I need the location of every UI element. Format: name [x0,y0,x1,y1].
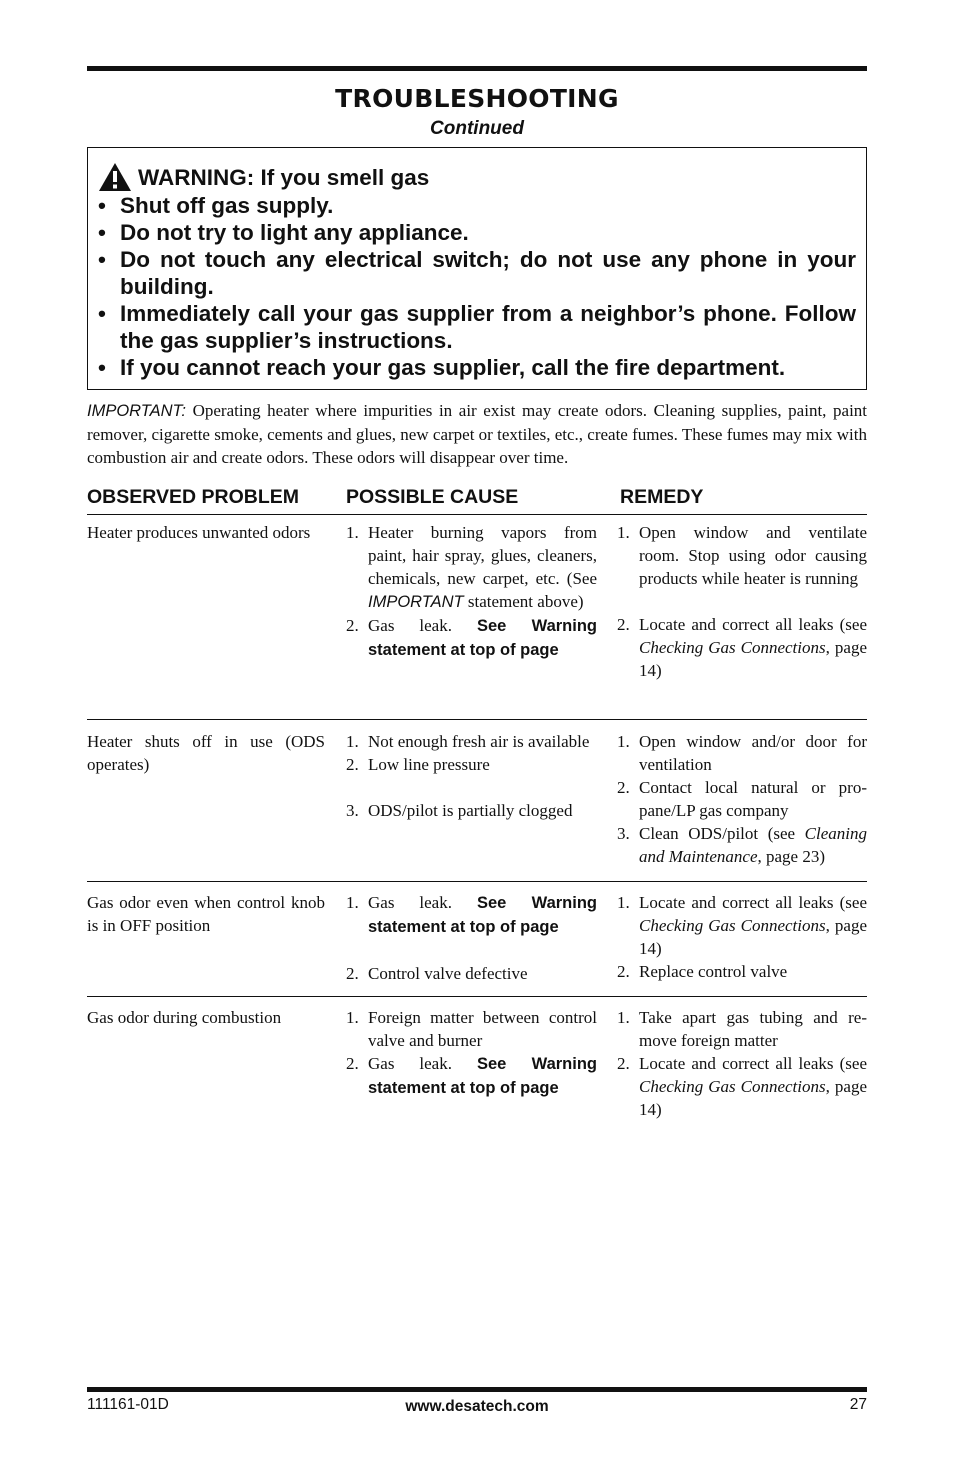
remedy-item [617,1006,867,1052]
item-number: 3. [617,824,630,843]
cause-text: Control valve defective [368,964,528,983]
remedy-item [617,891,867,960]
see-warning-ref: See Warning statement at top of page [368,617,597,659]
warning-item-text: If you cannot reach your gas supplier, call the fire department. [120,355,786,380]
cause-item [346,962,597,985]
text-run: , page 14) [639,916,867,958]
item-number: 1. [617,893,630,912]
warning-item-text: Immediately call your gas supplier from a neighbor’s phone. Follow the gas supplier’s instructions. [120,301,856,353]
warning-heading-row [98,162,856,192]
table-row [87,1006,867,1126]
item-number: 1. [346,523,359,542]
item-number: 2. [346,964,359,983]
text-run-italic: Checking Gas Connections [639,916,826,935]
remedy-item [617,960,867,983]
header-possible-cause: POSSIBLE CAUSE [346,486,519,508]
cause-item [346,614,597,662]
see-warning-ref: See Warning statement at top of page [368,894,597,936]
remedy-text [639,891,867,960]
problem-cell: Heater shuts off in use (ODS operates) [87,732,325,774]
bottom-rule [87,1387,867,1392]
item-number: 1. [617,523,630,542]
cause-text [368,521,597,614]
website-link[interactable]: www.desatech.com [405,1398,549,1415]
remedy-list [617,730,867,868]
item-number: 1. [617,1008,630,1027]
table-row [87,521,867,711]
cause-item [346,753,597,776]
cause-list [346,891,597,985]
warning-triangle-icon [98,162,132,192]
remedy-text: Open window and ventilate room. Stop using odor causing products while heater is running [639,523,867,588]
table-row [87,730,867,870]
remedy-item [617,730,867,776]
problem-cell: Gas odor even when control knob is in OFF position [87,893,325,935]
page-number: 27 [849,1396,867,1413]
cause-item [346,799,597,822]
warning-box [87,147,867,390]
text-run: Gas leak. [368,616,477,635]
cause-text [368,614,597,662]
text-run: Gas leak. [368,893,477,912]
bullet: • [98,355,106,380]
item-number: 2. [617,778,630,797]
warning-item [98,300,856,354]
bullet: • [98,247,106,272]
text-run: Locate and correct all leaks (see [639,1054,867,1073]
item-number: 2. [617,1054,630,1073]
remedy-text [639,822,867,868]
warning-item-text: Do not touch any electrical switch; do not use any phone in your building. [120,247,856,299]
cause-list [346,521,597,662]
item-number: 1. [346,1008,359,1027]
page-footer [87,1396,867,1420]
bullet: • [98,193,106,218]
text-run: statement above) [463,592,584,611]
warning-item [98,354,856,381]
cause-text: ODS/pilot is partially clogged [368,801,573,820]
warning-heading: WARNING: If you smell gas [138,164,430,190]
important-label: IMPORTANT: [87,402,186,420]
item-number: 2. [617,615,630,634]
warning-item-text: Shut off gas supply. [120,193,334,218]
item-number: 2. [617,962,630,981]
remedy-item [617,822,867,868]
cause-item [346,521,597,614]
cause-item [346,891,597,939]
text-run-italic: Cleaning and Maintenance [639,824,867,866]
text-run: Heater burning vapors from paint, hair spray, glues, cleaners, chemicals, new carpet, etc. (See [368,523,597,588]
text-run: , page 23) [757,847,826,866]
remedy-item [617,776,867,822]
page-title: TROUBLESHOOTING [335,84,619,113]
remedy-text [639,613,867,682]
text-run: , page 14) [639,1077,867,1119]
header-remedy: REMEDY [620,486,704,508]
table-header [87,486,867,515]
cause-item [346,1052,597,1100]
cause-list [346,1006,597,1100]
warning-item [98,192,856,219]
remedy-list [617,1006,867,1121]
row-divider [87,881,867,882]
bullet: • [98,220,106,245]
cause-text: Not enough fresh air is available [368,732,590,751]
header-observed-problem: OBSERVED PROBLEM [87,486,300,508]
cause-text: Foreign matter between control valve and burner [368,1008,597,1050]
cause-text [368,1052,597,1100]
warning-item-text: Do not try to light any appliance. [120,220,469,245]
remedy-list [617,891,867,983]
item-number: 1. [346,732,359,751]
see-warning-ref: See Warning statement at top of page [368,1055,597,1097]
remedy-item [617,1052,867,1121]
text-run-italic: Checking Gas Connections [639,1077,826,1096]
cause-item [346,1006,597,1052]
warning-item [98,219,856,246]
page-subtitle: Continued [430,118,524,139]
remedy-text [639,1052,867,1121]
item-number: 1. [346,893,359,912]
item-number: 1. [617,732,630,751]
problem-cell: Heater produces unwanted odors [87,523,311,542]
text-run: Clean ODS/pilot (see [639,824,805,843]
remedy-text: Open window and/or door for ventilation [639,732,867,774]
remedy-item [617,613,867,682]
problem-cell: Gas odor during combustion [87,1008,282,1027]
warning-item [98,246,856,300]
cause-text [368,891,597,939]
remedy-text: Replace control valve [639,962,788,981]
item-number: 2. [346,755,359,774]
text-run-italic: IMPORTANT [368,593,464,611]
document-code: 111161-01D [87,1396,169,1413]
text-run: Locate and correct all leaks (see [639,893,867,912]
cause-item [346,730,597,753]
cause-list [346,730,597,822]
important-note [87,399,867,469]
remedy-item [617,521,867,590]
row-divider [87,996,867,997]
text-run: Gas leak. [368,1054,477,1073]
important-text: Operating heater where impurities in air exist may create odors. Cleaning supplies, paint, paint remover, cigarette smoke, cements and glues, new carpet or textiles, etc., create fumes. These fumes may mix with combustion air and create odors. These odors will disappear over time. [87,401,868,467]
bullet: • [98,301,106,326]
text-run: Locate and correct all leaks (see [639,615,867,634]
row-divider [87,719,867,720]
text-run-italic: Checking Gas Connections [639,638,826,657]
item-number: 2. [346,1054,359,1073]
item-number: 2. [346,616,359,635]
text-run: , page 14) [639,638,867,680]
top-rule [87,66,867,71]
item-number: 3. [346,801,359,820]
remedy-list [617,521,867,682]
table-row [87,891,867,987]
cause-text: Low line pressure [368,755,490,774]
remedy-text: Take apart gas tubing and remove foreign matter [639,1008,867,1050]
remedy-text: Contact local natural or propane/LP gas company [639,778,867,820]
warning-list [98,192,856,381]
